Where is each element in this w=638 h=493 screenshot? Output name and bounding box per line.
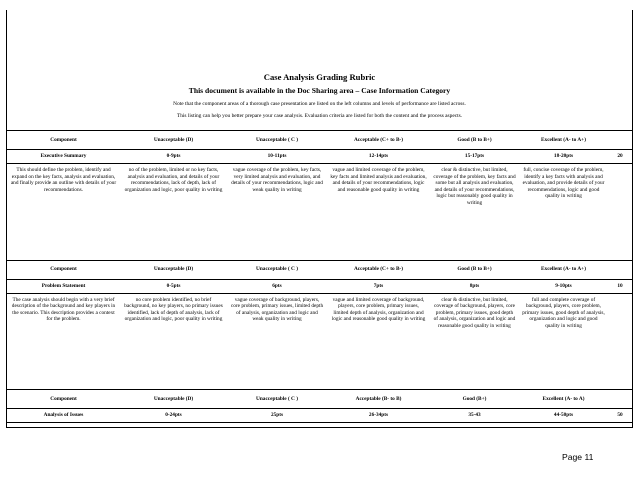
column-header: Unacceptable (D)	[120, 390, 227, 409]
column-header: Component	[7, 131, 120, 150]
column-header: Good (B to B+)	[430, 131, 519, 150]
column-header: Unacceptable ( C )	[227, 390, 327, 409]
points-range: 25pts	[227, 409, 327, 423]
rubric-table	[7, 130, 632, 423]
column-header: Unacceptable ( C )	[227, 260, 327, 279]
column-header-row	[7, 131, 632, 150]
rubric-subtitle: This document is available in the Doc Sharing area – Case Information Category	[188, 86, 451, 95]
column-header: Acceptable (C+ to B-)	[327, 260, 430, 279]
points-range: 9-10pts	[519, 279, 608, 293]
rubric-note-1: Note that the component areas of a thorough case presentation are listed on the left columns and levels of performance are listed across.	[173, 101, 466, 107]
points-range: 8pts	[430, 279, 519, 293]
points-row	[7, 150, 632, 164]
points-range: 0-5pts	[120, 279, 227, 293]
component-description: The case analysis should begin with a very brief description of the background and key players in the scenario. This description provides a context for the problem.	[11, 296, 116, 323]
rubric-title: Case Analysis Grading Rubric	[263, 72, 376, 82]
points-range: 6pts	[227, 279, 327, 293]
document-header	[7, 72, 632, 119]
column-header: Good (B to B+)	[430, 260, 519, 279]
criteria-description: vague and limited coverage of the problem, key facts and limited analysis and evaluation, and details of your recommendations, logic and reasonable good quality in writing	[330, 167, 427, 193]
criteria-description: no core problem identified, no brief background, no key players, no primary issues identified, lack of depth of analysis, lack of organization and logic, poor quality in writing	[124, 296, 223, 323]
column-header: Excellent (A- to A)	[519, 390, 608, 409]
points-range: 0-24pts	[120, 409, 227, 423]
rubric-note-2: This listing can help you better prepare your case analysis. Evaluation criteria are listed for both the content and the process aspects.	[176, 113, 463, 119]
criteria-description: full, concise coverage of the problem, identify a key facts with analysis and evaluation, and provide details of your recommendations, logic and good quality in writing	[522, 167, 605, 200]
criteria-description: vague coverage of background, players, core problem, primary issues, limited depth of analysis, organization and logic and weak quality in writing	[230, 296, 324, 323]
component-name: Problem Statement	[7, 279, 120, 293]
points-row	[7, 279, 632, 293]
criteria-description: full and complete coverage of background, players, core problem, primary issues, good depth of analysis, organization and logic and good quality in writing	[522, 296, 605, 329]
criteria-description: vague and limited coverage of background, players, core problem, primary issues, limited depth of analysis, organization and logic and reasonable good quality in writing	[331, 296, 426, 323]
points-range: 44-50pts	[519, 409, 608, 423]
document-page	[6, 10, 633, 428]
column-header: Component	[7, 390, 120, 409]
column-header: Unacceptable (D)	[120, 260, 227, 279]
component-name: Executive Summary	[7, 150, 120, 164]
criteria-description: vague coverage of the problem, key facts, very limited analysis and evaluation, and details of your recommendations, logic and weak quality in writing	[231, 167, 323, 193]
criteria-description: clear & distinctive, but limited, coverage of background, players, core problem, primary issues, good depth of analysis, organization and logic and reasonable good quality in writing	[433, 296, 516, 329]
points-row	[7, 409, 632, 423]
column-header: Excellent (A- to A+)	[519, 260, 608, 279]
column-header: Unacceptable ( C )	[227, 131, 327, 150]
component-weight: 10	[608, 279, 632, 293]
component-weight: 50	[608, 409, 632, 423]
page-number: Page 11	[562, 452, 594, 462]
points-range: 7pts	[327, 279, 430, 293]
criteria-description: no of the problem, limited or no key facts, analysis and evaluation, and details of your recommendations, lack of depth, lack of organization and logic, poor quality in writing	[124, 167, 223, 193]
component-description: This should define the problem, identify and expand on the key facts, analysis and evaluation, and finally provide an outline with details of your recommendations.	[10, 167, 117, 193]
component-name: Analysis of Issues	[7, 409, 120, 423]
column-header-row	[7, 260, 632, 279]
points-range: 26-34pts	[327, 409, 430, 423]
column-header: Good (B+)	[430, 390, 519, 409]
points-range: 15-17pts	[430, 150, 519, 164]
points-range: 12-14pts	[327, 150, 430, 164]
description-row	[7, 164, 632, 235]
column-header: Component	[7, 260, 120, 279]
column-header-row	[7, 390, 632, 409]
column-header: Acceptable (B- to B)	[327, 390, 430, 409]
points-range: 35-43	[430, 409, 519, 423]
column-header: Excellent (A- to A+)	[519, 131, 608, 150]
column-header: Unacceptable (D)	[120, 131, 227, 150]
points-range: 10-11pts	[227, 150, 327, 164]
criteria-description: clear & distinctive, but limited, coverage of the problem, key facts and some but all analysis and evaluation, and details of your recommendations, logic but reasonably good quality in writing	[433, 167, 516, 206]
description-row	[7, 293, 632, 364]
points-range: 18-20pts	[519, 150, 608, 164]
column-header: Acceptable (C+ to B-)	[327, 131, 430, 150]
component-weight: 20	[608, 150, 632, 164]
points-range: 0-9pts	[120, 150, 227, 164]
page-bottom-rule	[6, 427, 633, 428]
